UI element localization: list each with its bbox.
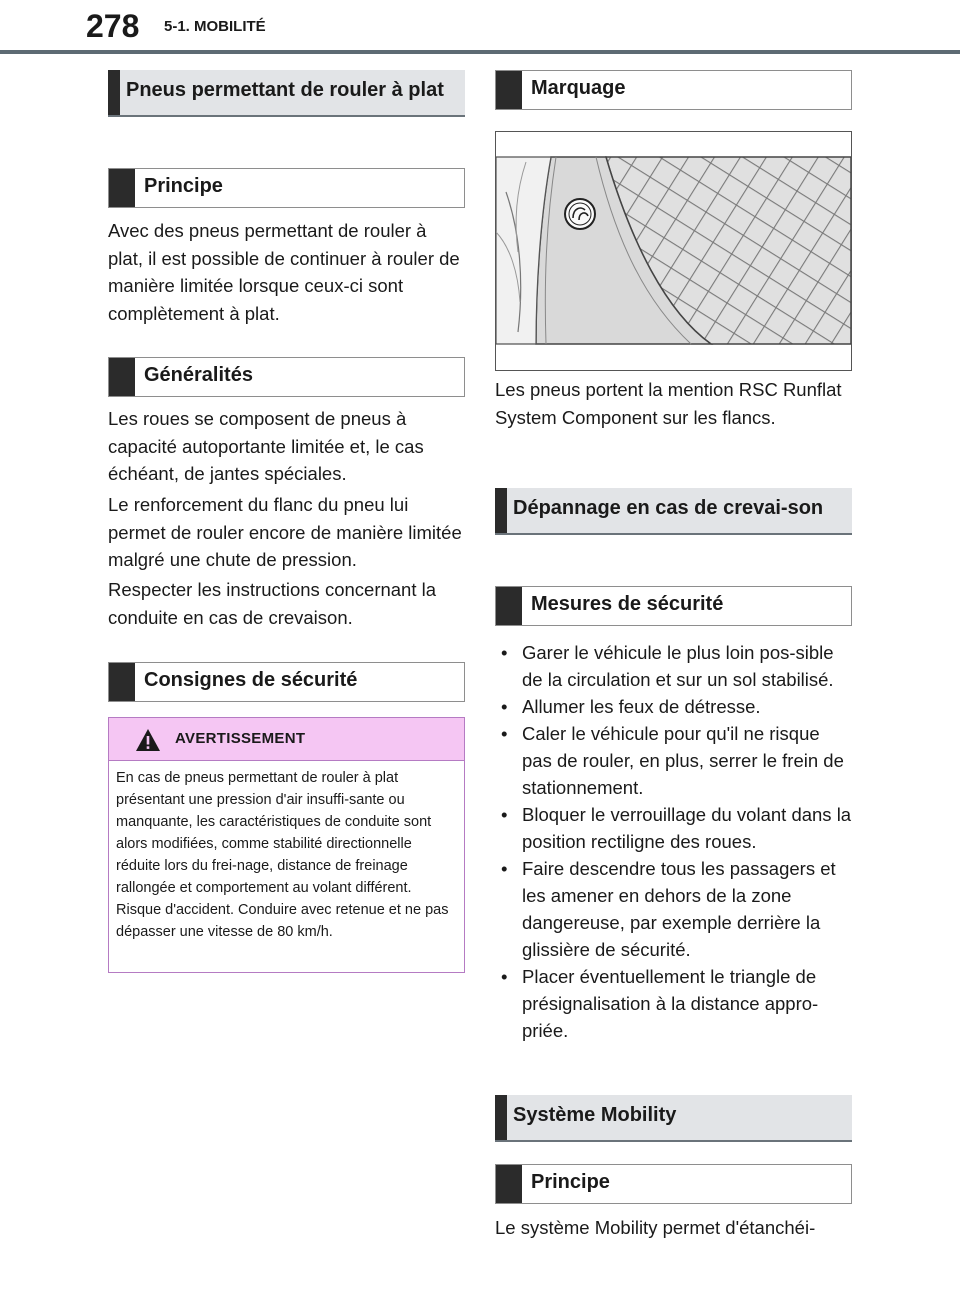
warning-title: AVERTISSEMENT <box>175 730 306 747</box>
rsc-logo-icon <box>565 199 595 229</box>
paragraph-marquage: Les pneus portent la mention RSC Runflat System Component sur les flancs. <box>495 379 842 428</box>
warning-triangle-icon <box>135 728 161 752</box>
section-title: 5-1. MOBILITÉ <box>164 18 266 35</box>
heading-principe-2-text: Principe <box>531 1171 610 1193</box>
heading-systeme-mobility-text: Système Mobility <box>513 1104 677 1126</box>
heading-marquage-text: Marquage <box>531 77 626 99</box>
list-item: • Garer le véhicule le plus loin pos-sible de la circulation et sur un sol stabilisé. <box>501 642 834 690</box>
heading-systeme-mobility <box>495 1095 852 1142</box>
tire-illustration-graphic <box>496 132 851 370</box>
heading-mesures-text: Mesures de sécurité <box>531 593 724 615</box>
heading-generalites <box>108 357 465 397</box>
heading-depannage <box>495 488 852 535</box>
heading-consignes <box>108 662 465 702</box>
heading-principe-2 <box>495 1164 852 1204</box>
page-number: 278 <box>86 8 140 44</box>
heading-runflat-text: Pneus permettant de rouler à plat <box>126 79 444 101</box>
warning-text: En cas de pneus permettant de rouler à plat présentant une pression d'air insuffi-sante ou manquante, les caractéristiques de conduite sont alors modifiées, comme stabilité directionnelle réduite lors du frei-nage, distance de freinage rallongée et comportement au volant différent. Risque d'accident. Conduire avec retenue et ne pas dépasser une vitesse de 80 km/h. <box>116 770 449 940</box>
paragraph-principe: Avec des pneus permettant de rouler à plat, il est possible de continuer à rouler de manière limitée lorsque ceux-ci sont complètement à plat. <box>108 220 460 324</box>
list-item: • Allumer les feux de détresse. <box>501 696 761 717</box>
tire-illustration <box>495 131 852 371</box>
list-item: • Bloquer le verrouillage du volant dans la position rectiligne des roues. <box>501 804 852 852</box>
paragraph-generalites-2: Le renforcement du flanc du pneu lui permet de rouler encore de manière limitée malgré une chute de pression. <box>108 494 462 570</box>
paragraph-systeme: Le système Mobility permet d'étanchéi- <box>495 1217 816 1238</box>
paragraph-generalites-1: Les roues se composent de pneus à capacité autoportante limitée et, le cas échéant, de jantes spéciales. <box>108 408 424 484</box>
heading-runflat <box>108 70 465 117</box>
heading-consignes-text: Consignes de sécurité <box>144 669 358 691</box>
heading-mesures <box>495 586 852 626</box>
list-item: • Caler le véhicule pour qu'il ne risque pas de rouler, en plus, serrer le frein de stationnement. <box>501 723 844 798</box>
header-rule <box>0 50 960 54</box>
heading-generalites-text: Généralités <box>144 364 253 386</box>
heading-principe <box>108 168 465 208</box>
list-item: • Placer éventuellement le triangle de présignalisation à la distance appro-priée. <box>501 966 819 1041</box>
list-item: • Faire descendre tous les passagers et les amener en dehors de la zone dangereuse, par exemple derrière la glissière de sécurité. <box>501 858 836 960</box>
warning-header <box>109 718 464 761</box>
paragraph-generalites-3: Respecter les instructions concernant la conduite en cas de crevaison. <box>108 579 437 628</box>
heading-marquage <box>495 70 852 110</box>
heading-principe-text: Principe <box>144 175 223 197</box>
safety-bullet-list <box>495 639 852 1044</box>
heading-depannage-text: Dépannage en cas de crevai-son <box>513 497 824 519</box>
warning-box <box>108 717 465 973</box>
